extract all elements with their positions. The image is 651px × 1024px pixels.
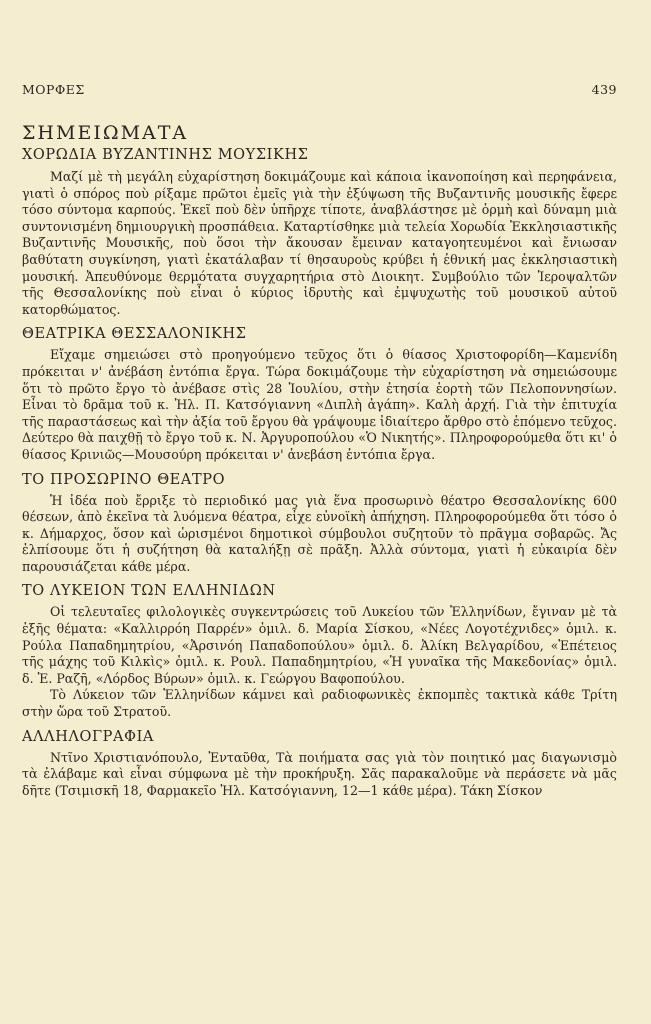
journal-name: ΜΟΡΦΕΣ (22, 82, 85, 97)
section-temporary-theatre (22, 470, 617, 576)
section-paragraph: Ἡ ἰδέα ποὺ ἔρριξε τὸ περιοδικό μας γιὰ ἕνα προσωρινὸ θέατρο Θεσσαλονίκης 600 θέσεων, ἀπὸ ἐκεῖνα τὰ λυόμενα θέατρα, εἶχε εὐνοϊκὴ ἀπήχηση. Πληροφορούμεθα ὅτι τόσο ὁ κ. Δήμαρχος, ὅσον καὶ ὡρισμένοι δημοτικοὶ σύμβουλοι συζητοῦν τὸ πρᾶγμα σοβαρῶς. Ἄς ἐλπίσουμε ὅτι ἡ συζήτηση θὰ καταλήξῃ σὲ πρᾶξη. Ἀλλὰ σύντομα, γιατὶ ἡ εὐκαιρία δὲν παρουσιάζεται κάθε μέρα. (22, 492, 617, 574)
section-lyceum (22, 581, 617, 720)
running-head (22, 82, 617, 97)
section-paragraph: Μαζί μὲ τὴ μεγάλη εὐχαρίστηση δοκιμάζουμε καὶ κάποια ἱκανοποίηση καὶ περηφάνεια, γιατὶ ὁ σπόρος ποὺ ρίξαμε πρῶτοι ἐμεῖς γιὰ τὴν ἐξύψωση τῆς Βυζαντινῆς μουσικῆς ἔφερε τόσο σύντομα καρπούς. Ἐκεῖ ποὺ δὲν ὑπῆρχε τίποτε, ἀναβλάστησε μὲ ὁρμὴ καὶ δύναμη μιὰ συντονισμένη δημιουργικὴ προσπάθεια. Καταρτίσθηκε μιὰ τελεία Χορωδία Ἐκκλησιαστικῆς Βυζαντινῆς Μουσικῆς, ποὺ ὅσοι τὴν ἄκουσαν ἔμειναν καταγοητευμένοι καὶ ἔνιωσαν βαθύτατη συγκίνηση, γιατὶ ἐκατάλαβαν τί θησαυροὺς κρύβει ἡ ἐθνική μας ἐκκλησιαστικὴ μουσική. Ἀπευθύνομε θερμότατα συγχαρητήρια στὸ Διοικητ. Συμβούλιο τῶν Ἱεροψαλτῶν τῆς Θεσσαλονίκης ποὺ εἶναι ὁ κύριος ἱδρυτὴς καὶ ἐμψυχωτὴς τοῦ μουσικοῦ αὐτοῦ κατορθώματος. (22, 169, 617, 317)
main-title: ΣΗΜΕΙΩΜΑΤΑ (22, 122, 189, 144)
section-heading: ΧΟΡΩΔΙΑ ΒΥΖΑΝΤΙΝΗΣ ΜΟΥΣΙΚΗΣ (22, 147, 309, 163)
section-paragraph: Εἴχαμε σημειώσει στὸ προηγούμενο τεῦχος ὅτι ὁ θίασος Χριστοφορίδη—Καμενίδη πρόκειται ν' ἀνέβάση ἐντόπια ἔργα. Τώρα δοκιμάζουμε τὴν εὐχαρίστηση νὰ σημειώσουμε ὅτι τὸ πρῶτο ἔργο τὸ ἀνέβασε στὶς 28 Ἰουλίου, στὴν ἐτησία ἑορτὴ τῶν Πελοποννησίων. Εἶναι τὸ δρᾶμα τοῦ κ. Ἠλ. Π. Κατσόγιαννη «Διπλὴ ἀγάπη». Καλὴ ἀρχή. Γιὰ τὴν ἐπιτυχία τῆς παραστάσεως καὶ τὴν ἀξία τοῦ ἔργου θὰ γράψουμε ἰδιαίτερο ἄρθρο στὸ ἑπόμενο τεῦχος. Δεύτερο θὰ παιχθῇ τὸ ἔργο τοῦ κ. Ν. Ἀργυροπούλου «Ὁ Νικητής». Πληροφορούμεθα ὅτι κι' ὁ θίασος Κρινιῶς—Μουσούρη πρόκειται ν' ἀνεβάση ἐντόπια ἔργα. (22, 347, 617, 462)
section-paragraph: Οἱ τελευταῖες φιλολογικὲς συγκεντρώσεις τοῦ Λυκείου τῶν Ἑλληνίδων, ἔγιναν μὲ τὰ ἑξῆς θέματα: «Καλλιρρόη Παρρέν» ὁμιλ. δ. Μαρία Σίσκου, «Νέες Λογοτέχνιδες» ὁμιλ. κ. Ρούλα Παπαδημητρίου, «Ἀρσινόη Παπαδοπούλου» ὁμιλ. δ. Ἀλίκη Βελγαρίδου, «Ἐπέτειος τῆς μάχης τοῦ Κιλκὶς» ὁμιλ. κ. Ρουλ. Παπαδημητρίου, «Ἡ γυναῖκα τῆς Μακεδονίας» ὁμιλ. δ. Ἐ. Ραζῆ, «Λόρδος Βύρων» ὁμιλ. κ. Γεώργου Βαφοπούλου. (22, 604, 617, 686)
page-number: 439 (591, 82, 617, 97)
section-heading: ΘΕΑΤΡΙΚΑ ΘΕΣΣΑΛΟΝΙΚΗΣ (22, 326, 247, 343)
section-heading: ΤΟ ΛΥΚΕΙΟΝ ΤΩΝ ΕΛΛΗΝΙΔΩΝ (22, 583, 276, 600)
section-paragraph: Τὸ Λύκειον τῶν Ἑλληνίδων κάμνει καὶ ραδιοφωνικὲς ἐκπομπὲς τακτικὰ κάθε Τρίτη στὴν ὥρα τοῦ Στρατοῦ. (22, 687, 617, 720)
section-choir (22, 145, 617, 318)
section-heading: ΑΛΛΗΛΟΓΡΑΦΙΑ (22, 728, 154, 745)
section-theatre-thessaloniki (22, 324, 617, 463)
section-heading: ΤΟ ΠΡΟΣΩΡΙΝΟ ΘΕΑΤΡΟ (22, 471, 226, 488)
section-paragraph: Ντῖνο Χριστιανόπουλο, Ἐνταῦθα, Τὰ ποιήματα σας γιὰ τὸν ποιητικό μας διαγωνισμὸ τὰ ἐλάβαμε καὶ εἶναι σύμφωνα μὲ τὴν προκήρυξη. Σᾶς παρακαλοῦμε νὰ περάσετε νὰ μᾶς δῆτε (Τσιμισκῆ 18, Φαρμακεῖο Ἠλ. Κατσόγιαννη, 12—1 κάθε μέρα). Τάκη Σίσκον (22, 749, 617, 798)
section-correspondence (22, 727, 617, 800)
